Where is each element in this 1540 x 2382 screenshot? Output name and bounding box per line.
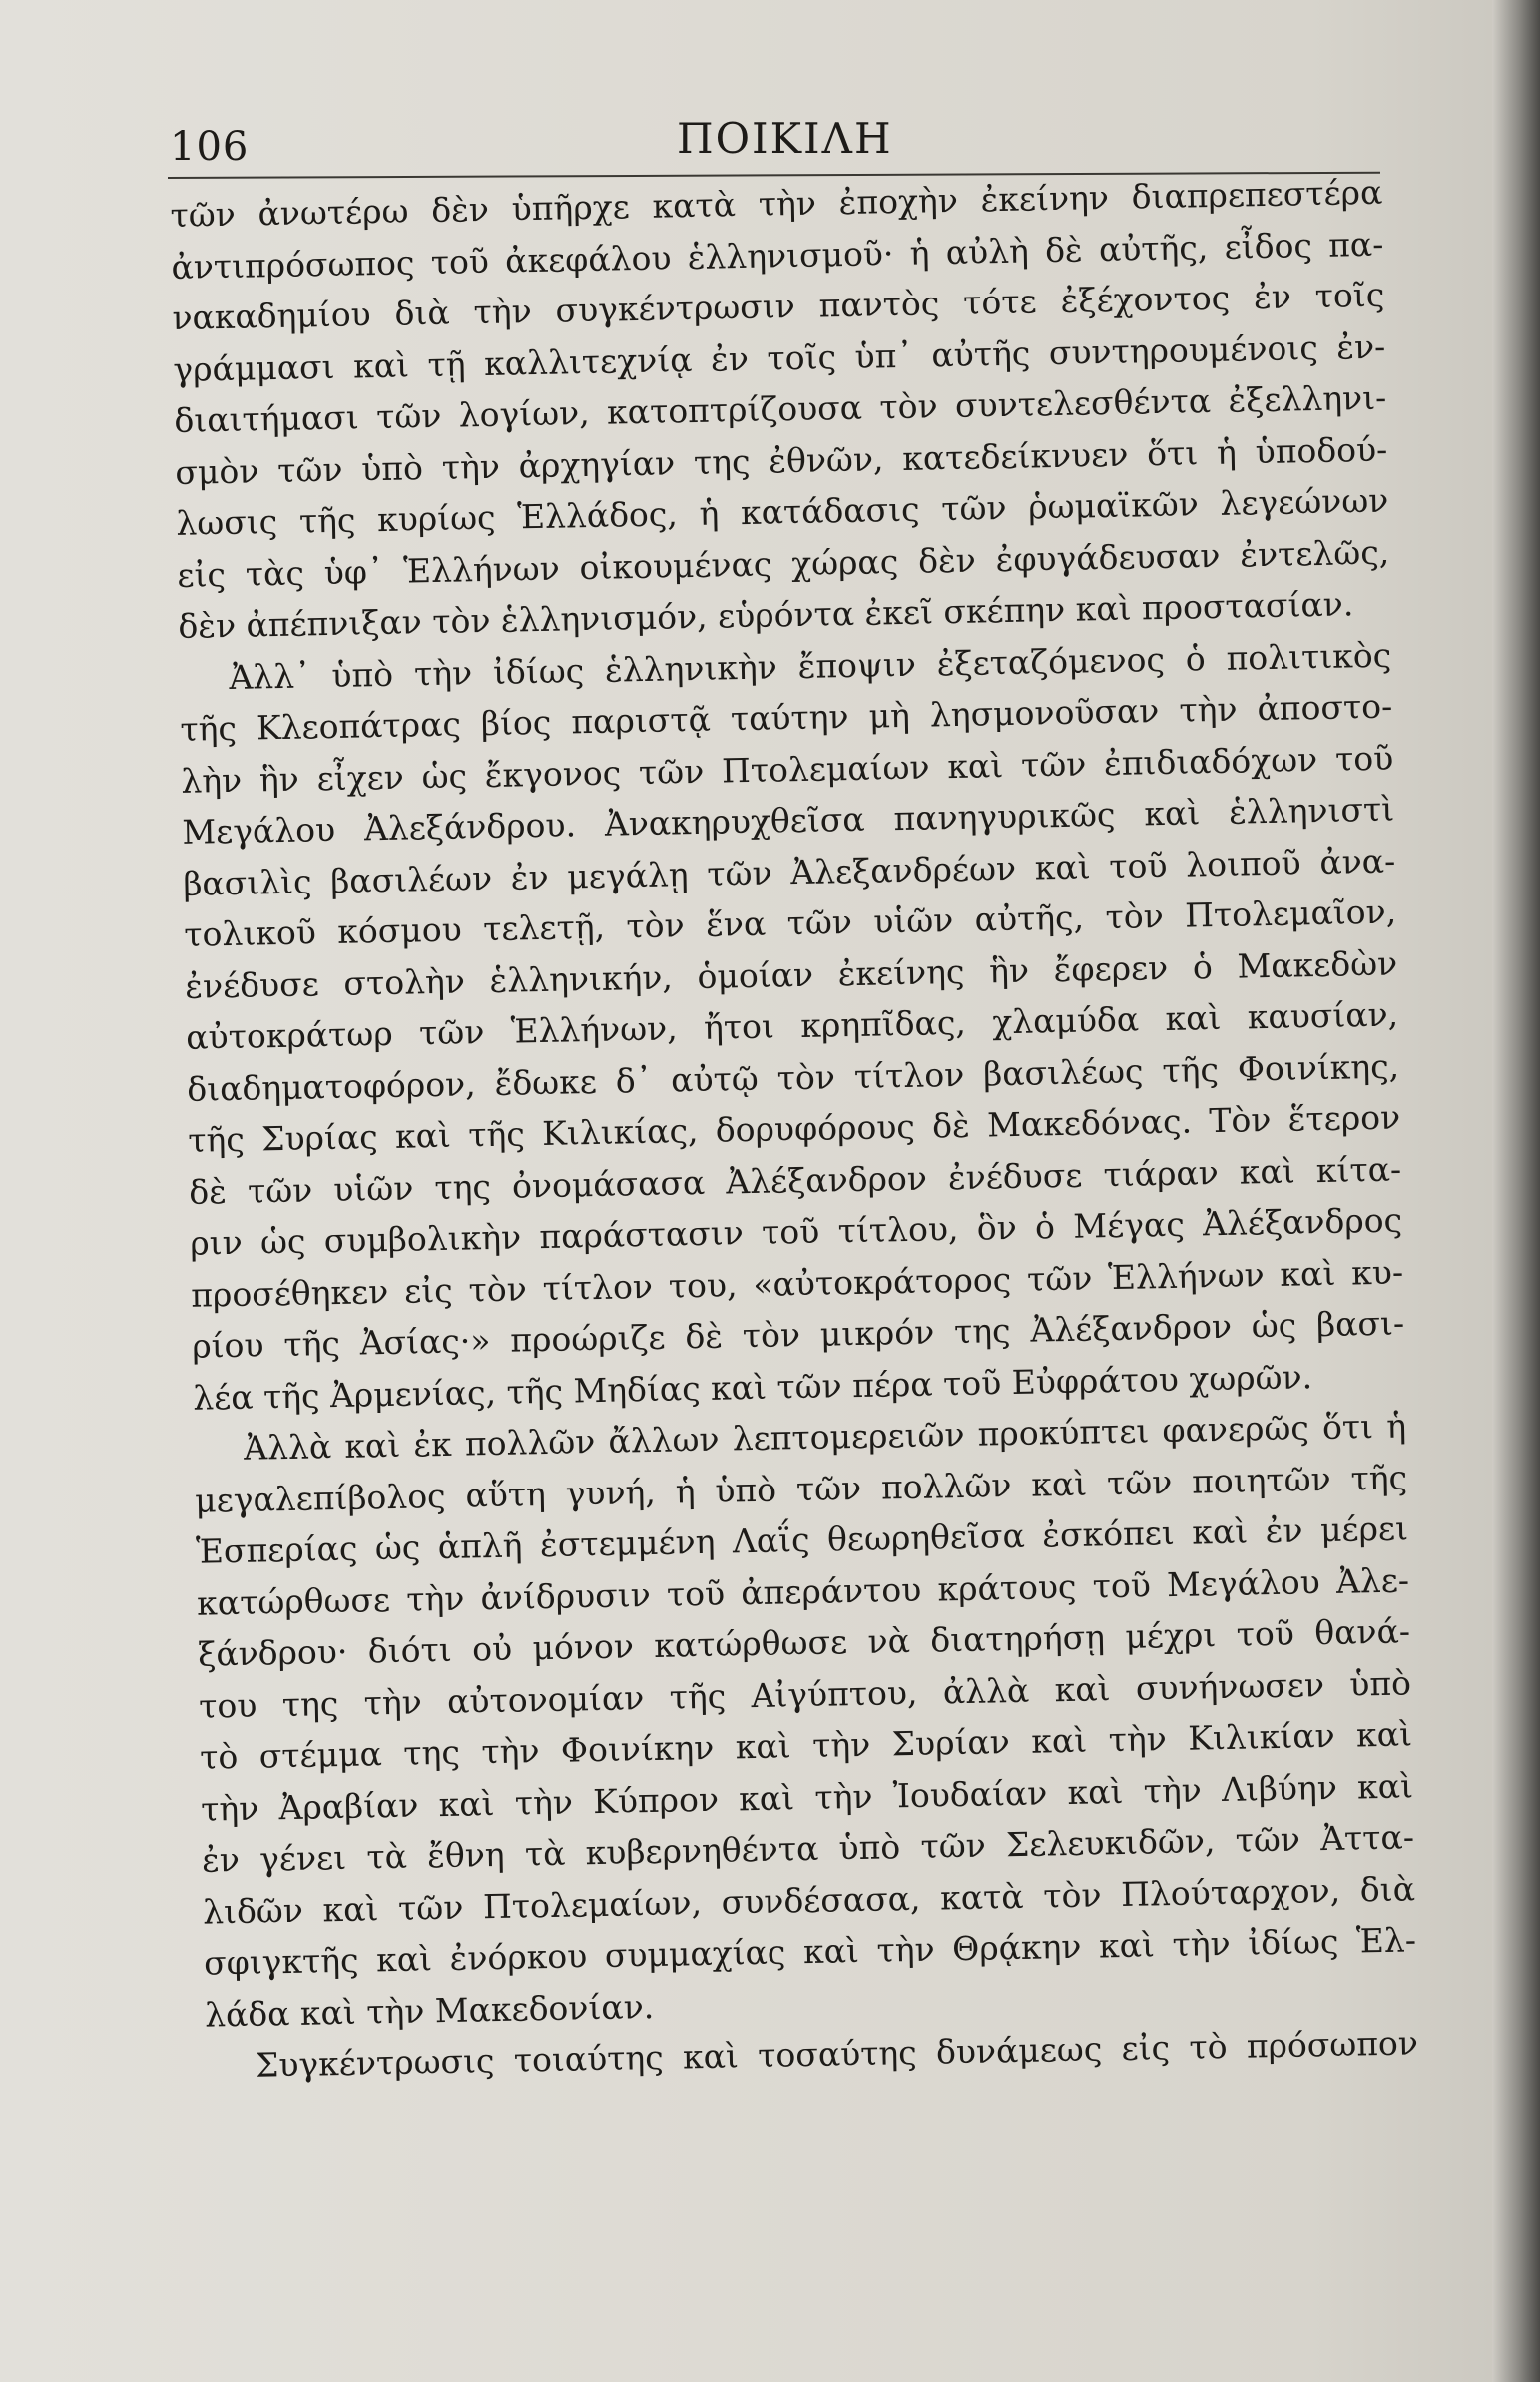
text-line: γράμμασι καὶ τῇ καλλιτεχνίᾳ ἐν τοῖς ὑπ᾽ αὐτῆς συντηρουμένοις ἐν- [173,326,1386,389]
text-line: τὴν Ἀραβίαν καὶ τὴν Κύπρον καὶ τὴν Ἰουδαίαν καὶ τὴν Λιβύην καὶ [200,1765,1414,1829]
body-text [170,167,1418,2091]
text-line: βασιλὶς βασιλέων ἐν μεγάλῃ τῶν Ἀλεξανδρέων καὶ τοῦ λοιποῦ ἀνα- [182,841,1396,903]
text-line: Ἀλλὰ καὶ ἐκ πολλῶν ἄλλων λεπτομερειῶν προκύπτει φανερῶς ὅτι ἡ [243,1406,1407,1468]
text-line: σμὸν τῶν ὑπὸ τὴν ἀρχηγίαν της ἐθνῶν, κατεδείκνυεν ὅτι ἡ ὑποδού- [175,429,1388,492]
text-line: νακαδημίου διὰ τὴν συγκέντρωσιν παντὸς τότε ἐξέχοντος ἐν τοῖς [172,275,1385,337]
text-line: εἰς τὰς ὑφ᾽ Ἑλλήνων οἰκουμένας χώρας δὲν ἐφυγάδευσαν ἐντελῶς, [177,532,1390,595]
text-line: ἐνέδυσε στολὴν ἑλληνικήν, ὁμοίαν ἐκείνης ἣν ἔφερεν ὁ Μακεδὼν [184,943,1398,1006]
page-header [168,110,1375,170]
text-line: τολικοῦ κόσμου τελετῇ, τὸν ἕνα τῶν υἱῶν αὐτῆς, τὸν Πτολεμαῖον, [183,892,1397,954]
text-line: ρίου τῆς Ἀσίας·» προώριζε δὲ τὸν μικρόν της Ἀλέξανδρον ὡς βασι- [191,1303,1405,1366]
text-line: κατώρθωσε τὴν ἀνίδρυσιν τοῦ ἀπεράντου κράτους τοῦ Μεγάλου Ἀλε- [196,1559,1410,1623]
text-line: ἀντιπρόσωπος τοῦ ἀκεφάλου ἑλληνισμοῦ· ἡ αὐλὴ δὲ αὐτῆς, εἶδος πα- [171,224,1384,287]
text-line: προσέθηκεν εἰς τὸν τίτλον του, «αὐτοκράτορος τῶν Ἑλλήνων καὶ κυ- [190,1251,1404,1315]
text-line: τῶν ἀνωτέρω δὲν ὑπῆρχε κατὰ τὴν ἐποχὴν ἐκείνην διαπρεπεστέρα [170,172,1383,235]
text-line: ἐν γένει τὰ ἔθνη τὰ κυβερνηθέντα ὑπὸ τῶν Σελευκιδῶν, τῶν Ἀττα- [201,1817,1415,1880]
text-line: Μεγάλου Ἀλεξάνδρου. Ἀνακηρυχθεῖσα πανηγυρικῶς καὶ ἑλληνιστὶ [181,789,1395,852]
text-line: τῆς Συρίας καὶ τῆς Κιλικίας, δορυφόρους δὲ Μακεδόνας. Τὸν ἕτερον [187,1097,1401,1160]
text-line: λιδῶν καὶ τῶν Πτολεμαίων, συνδέσασα, κατὰ τὸν Πλούταρχον, διὰ [202,1868,1416,1932]
book-spine-shadow [1492,0,1540,2382]
text-line: Συγκέντρωσις τοιαύτης καὶ τοσαύτης δυνάμεως εἰς τὸ πρόσωπον [255,2023,1419,2084]
text-line: ξάνδρου· διότι οὐ μόνον κατώρθωσε νὰ διατηρήσῃ μέχρι τοῦ θανά- [197,1611,1411,1674]
text-line: διαδηματοφόρον, ἔδωκε δ᾽ αὐτῷ τὸν τίτλον βασιλέως τῆς Φοινίκης, [186,1046,1400,1109]
text-line: Ἑσπερίας ὡς ἁπλῆ ἐστεμμένη Λαΐς θεωρηθεῖσα ἐσκόπει καὶ ἐν μέρει [195,1508,1409,1571]
text-line: σφιγκτῆς καὶ ἐνόρκου συμμαχίας καὶ τὴν Θρᾴκην καὶ τὴν ἰδίως Ἑλ- [203,1920,1417,1983]
text-line: ριν ὡς συμβολικὴν παράστασιν τοῦ τίτλου, ὃν ὁ Μέγας Ἀλέξανδρος [189,1200,1403,1263]
text-line: δὲ τῶν υἱῶν της ὀνομάσασα Ἀλέξανδρον ἐνέδυσε τιάραν καὶ κίτα- [188,1148,1402,1212]
text-line: λωσις τῆς κυρίως Ἑλλάδος, ἡ κατάδασις τῶν ῥωμαϊκῶν λεγεώνων [176,480,1389,543]
text-line: τὸ στέμμα της τὴν Φοινίκην καὶ τὴν Συρίαν καὶ τὴν Κιλικίαν καὶ [199,1714,1413,1777]
text-line: διαιτήμασι τῶν λογίων, κατοπτρίζουσα τὸν συντελεσθέντα ἐξελληνι- [174,377,1387,440]
text-line: του της τὴν αὐτονομίαν τῆς Αἰγύπτου, ἀλλὰ καὶ συνήνωσεν ὑπὸ [198,1662,1412,1726]
text-line: δὲν ἀπέπνιξαν τὸν ἑλληνισμόν, εὑρόντα ἐκεῖ σκέπην καὶ προστασίαν. [178,584,1354,646]
text-line: τῆς Κλεοπάτρας βίος παριστᾷ ταύτην μὴ λησμονοῦσαν τὴν ἀποστο- [180,686,1393,749]
running-head: ΠΟΙΚΙΛΗ [677,114,893,163]
text-line: αὐτοκράτωρ τῶν Ἑλλήνων, ἤτοι κρηπῖδας, χλαμύδα καὶ καυσίαν, [185,994,1399,1057]
text-line: Ἀλλ᾽ ὑπὸ τὴν ἰδίως ἑλληνικὴν ἔποψιν ἐξεταζόμενος ὁ πολιτικὸς [229,635,1392,697]
text-line: μεγαλεπίβολος αὕτη γυνή, ἡ ὑπὸ τῶν πολλῶν καὶ τῶν ποιητῶν τῆς [194,1457,1408,1520]
page-number: 106 [170,124,250,170]
text-line: λὴν ἣν εἶχεν ὡς ἔκγονος τῶν Πτολεμαίων καὶ τῶν ἐπιδιαδόχων τοῦ [180,738,1394,801]
text-line: λάδα καὶ τὴν Μακεδονίαν. [204,1986,655,2035]
text-line: λέα τῆς Ἀρμενίας, τῆς Μηδίας καὶ τῶν πέρα τοῦ Εὐφράτου χωρῶν. [192,1356,1313,1418]
